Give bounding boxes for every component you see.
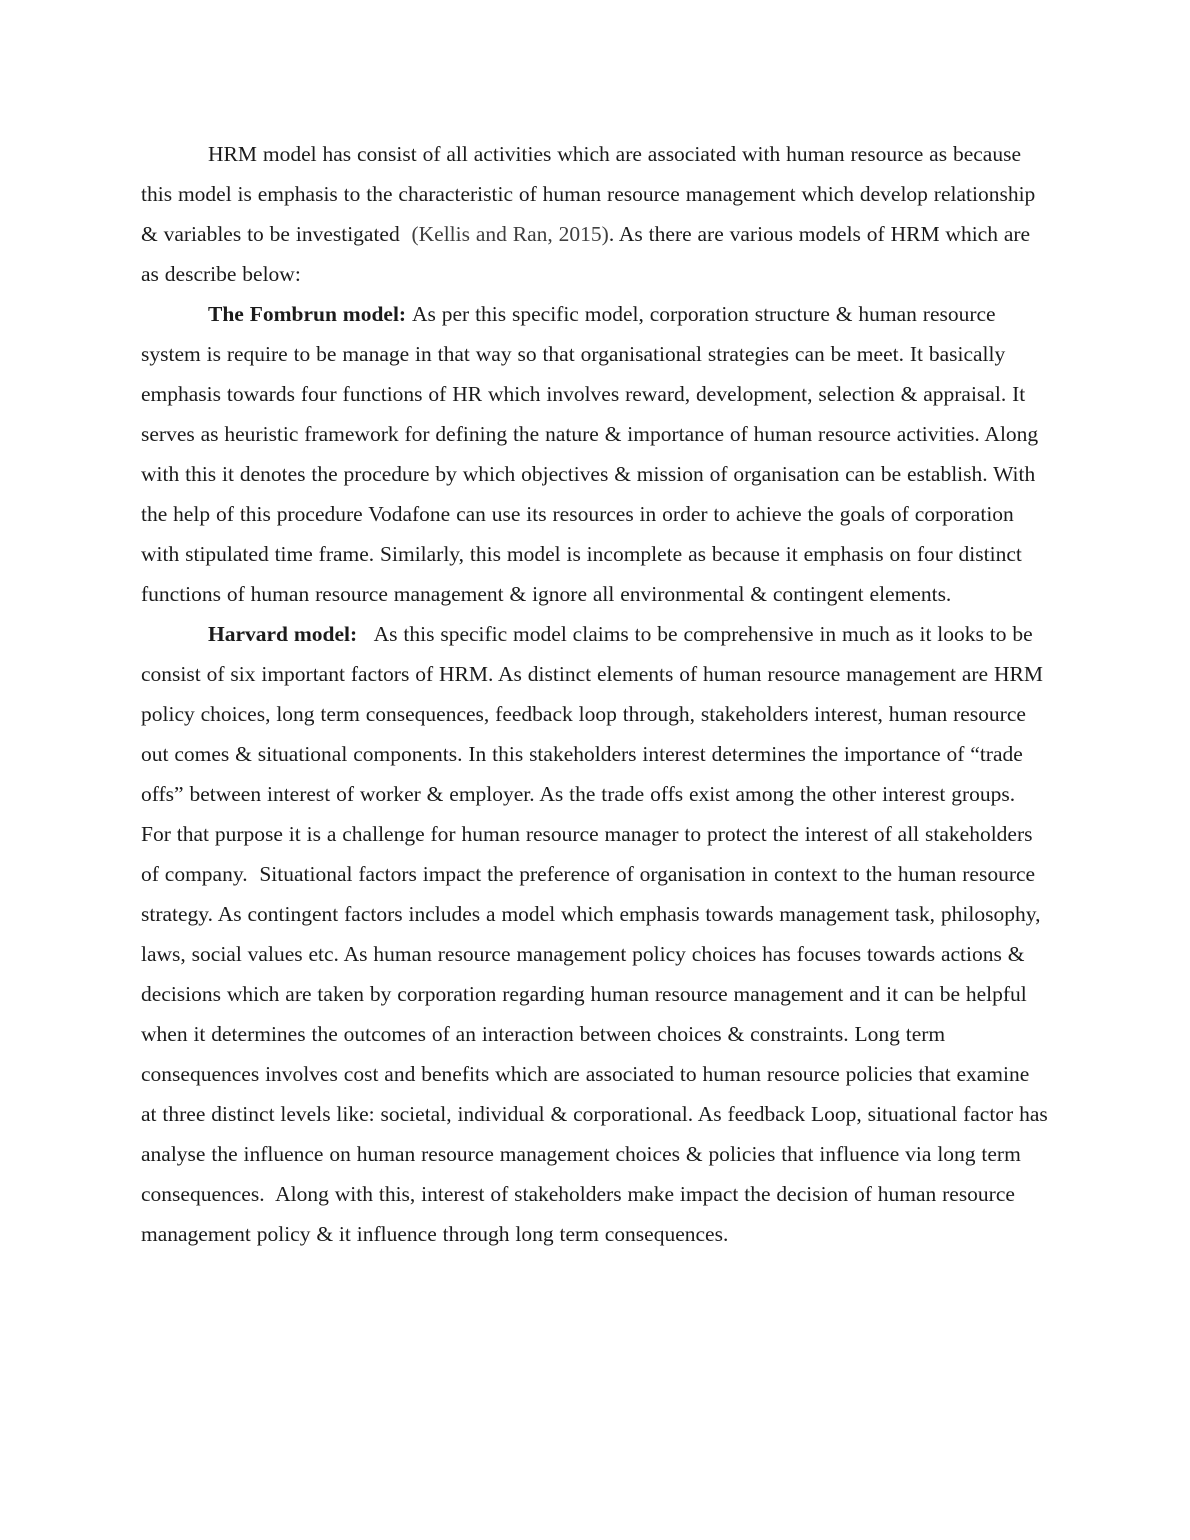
document-body (141, 134, 1054, 1254)
body-text-run: As per this specific model, corporation structure & human resource system is require to be manage in that way so that organisational strategies can be meet. It basically emphasis towards four functions of HR which involves reward, development, selection & appraisal. It serves as heuristic framework for defining the nature & importance of human resource activities. Along with this it denotes the procedure by which objectives & mission of organisation can be establish. With the help of this procedure Vodafone can use its resources in order to achieve the goals of corporation with stipulated time frame. Similarly, this model is incomplete as because it emphasis on four distinct functions of human resource management & ignore all environmental & contingent elements. (141, 302, 1045, 606)
paragraph-harvard-model (141, 614, 1054, 1254)
body-text-run: . As there are various models of HRM which are as describe below: (141, 222, 1036, 286)
bold-lead-text: The Fombrun model: (208, 302, 412, 326)
paragraph-fombrun-model (141, 294, 1048, 614)
body-text-run: HRM model has consist of all activities which are associated with human resource as because this model is emphasis to the characteristic of human resource management which develop relationship & variables to be investigated (141, 142, 1042, 246)
citation-text: (Kellis and Ran, 2015) (411, 222, 609, 246)
paragraph-intro (141, 134, 1048, 294)
bold-lead-text: Harvard model: (208, 622, 364, 646)
body-text-run: As this specific model claims to be comprehensive in much as it looks to be consist of six important factors of HRM. As distinct elements of human resource management are HRM policy choices, long term consequences, feedback loop through, stakeholders interest, human resource out comes & situational components. In this stakeholders interest determines the importance of “trade offs” between interest of worker & employer. As the trade offs exist among the other interest groups. For that purpose it is a challenge for human resource manager to protect the interest of all stakeholders of company. Situational factors impact the preference of organisation in context to the human resource strategy. As contingent factors includes a model which emphasis towards management task, philosophy, laws, social values etc. As human resource management policy choices has focuses towards actions & decisions which are taken by corporation regarding human resource management and it can be helpful when it determines the outcomes of an interaction between choices & constraints. Long term consequences involves cost and benefits which are associated to human resource policies that examine at three distinct levels like: societal, individual & corporational. As feedback Loop, situational factor has analyse the influence on human resource management choices & policies that influence via long term consequences. Along with this, interest of stakeholders make impact the decision of human resource management policy & it influence through long term consequences. (141, 622, 1054, 1246)
